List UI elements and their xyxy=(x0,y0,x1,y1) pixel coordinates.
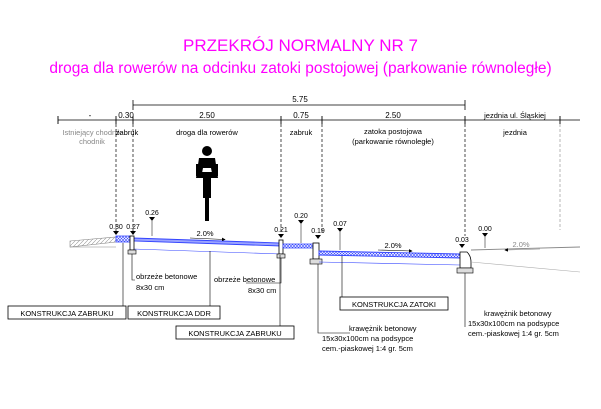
elev-1: 0.30 xyxy=(109,224,123,231)
label-street-name: jezdnia ul. Śląskiej xyxy=(484,111,546,120)
elev-6: 0.19 xyxy=(311,228,325,235)
label-existing-sidewalk: Istniejący chodnik xyxy=(62,128,122,137)
drawing-title: PRZEKRÓJ NORMALNY NR 7 xyxy=(183,36,418,55)
label-parking-bay-note: (parkowanie równoległe) xyxy=(352,137,434,146)
verge1-surface xyxy=(116,236,130,242)
note-curb1-a: krawężnik betonowy xyxy=(349,324,417,333)
drawing-subtitle: droga dla rowerów na odcinku zatoki postojowej (parkowanie równoległe) xyxy=(49,60,552,77)
label-existing-sidewalk-2: chodnik xyxy=(79,137,105,146)
verge2-surface xyxy=(283,244,313,248)
total-dimension-label: 5.75 xyxy=(292,95,308,104)
box-zabruk-center: KONSTRUKCJA ZABRUKU xyxy=(188,329,282,338)
note-curb2-a: krawężnik betonowy xyxy=(484,309,552,318)
slope-bike: 2.0% xyxy=(196,229,214,238)
box-ddr: KONSTRUKCJA DDR xyxy=(137,309,211,318)
dim-bike-path: 2.50 xyxy=(199,111,215,120)
label-bike-path: droga dla rowerów xyxy=(176,128,238,137)
elev-4: 0.21 xyxy=(274,227,288,234)
slope-bay: 2.0% xyxy=(384,241,402,250)
dim-parking-bay: 2.50 xyxy=(385,111,401,120)
guide-lines xyxy=(116,124,560,236)
elev-7: 0.07 xyxy=(333,221,347,228)
label-parking-bay: zatoka postojowa xyxy=(364,127,422,136)
existing-sidewalk-surface xyxy=(70,237,116,247)
label-verge2: zabruk xyxy=(289,128,313,137)
existing-roadway xyxy=(471,247,580,272)
dim-verge2: 0.75 xyxy=(293,111,309,120)
elev-9: 0.00 xyxy=(478,226,492,233)
cyclist-icon xyxy=(196,146,218,221)
box-zatoka: KONSTRUKCJA ZATOKI xyxy=(352,300,436,309)
elev-8: 0.03 xyxy=(455,237,469,244)
elev-5: 0.20 xyxy=(294,213,308,220)
note-curb2-c: cem.-piaskowej 1:4 gr. 5cm xyxy=(468,329,559,338)
parking-bay-surface xyxy=(319,251,460,265)
note-curb1-c: cem.-piaskowej 1:4 gr. 5cm xyxy=(322,344,413,353)
note-edging2-b: 8x30 cm xyxy=(248,286,277,295)
slope-road: 2.0% xyxy=(512,240,530,249)
note-edging1-a: obrzeże betonowe xyxy=(136,272,198,281)
note-edging1-b: 8x30 cm xyxy=(136,283,165,292)
dim-sidewalk: - xyxy=(88,111,92,120)
note-curb1-b: 15x30x100cm na podsypce xyxy=(322,334,414,343)
label-roadway: jezdnia xyxy=(503,128,527,137)
note-curb2-b: 15x30x100cm na podsypce xyxy=(468,319,560,328)
note-edging2-a: obrzeże betonowe xyxy=(214,275,276,284)
total-dimension xyxy=(133,95,465,110)
label-verge1: zabruk xyxy=(115,128,139,137)
elev-3: 0.26 xyxy=(145,210,159,217)
dim-verge1: 0.30 xyxy=(118,111,134,120)
box-zabruk-left: KONSTRUKCJA ZABRUKU xyxy=(20,309,114,318)
elev-2: 0.27 xyxy=(126,224,140,231)
bike-path-surface xyxy=(133,238,281,254)
